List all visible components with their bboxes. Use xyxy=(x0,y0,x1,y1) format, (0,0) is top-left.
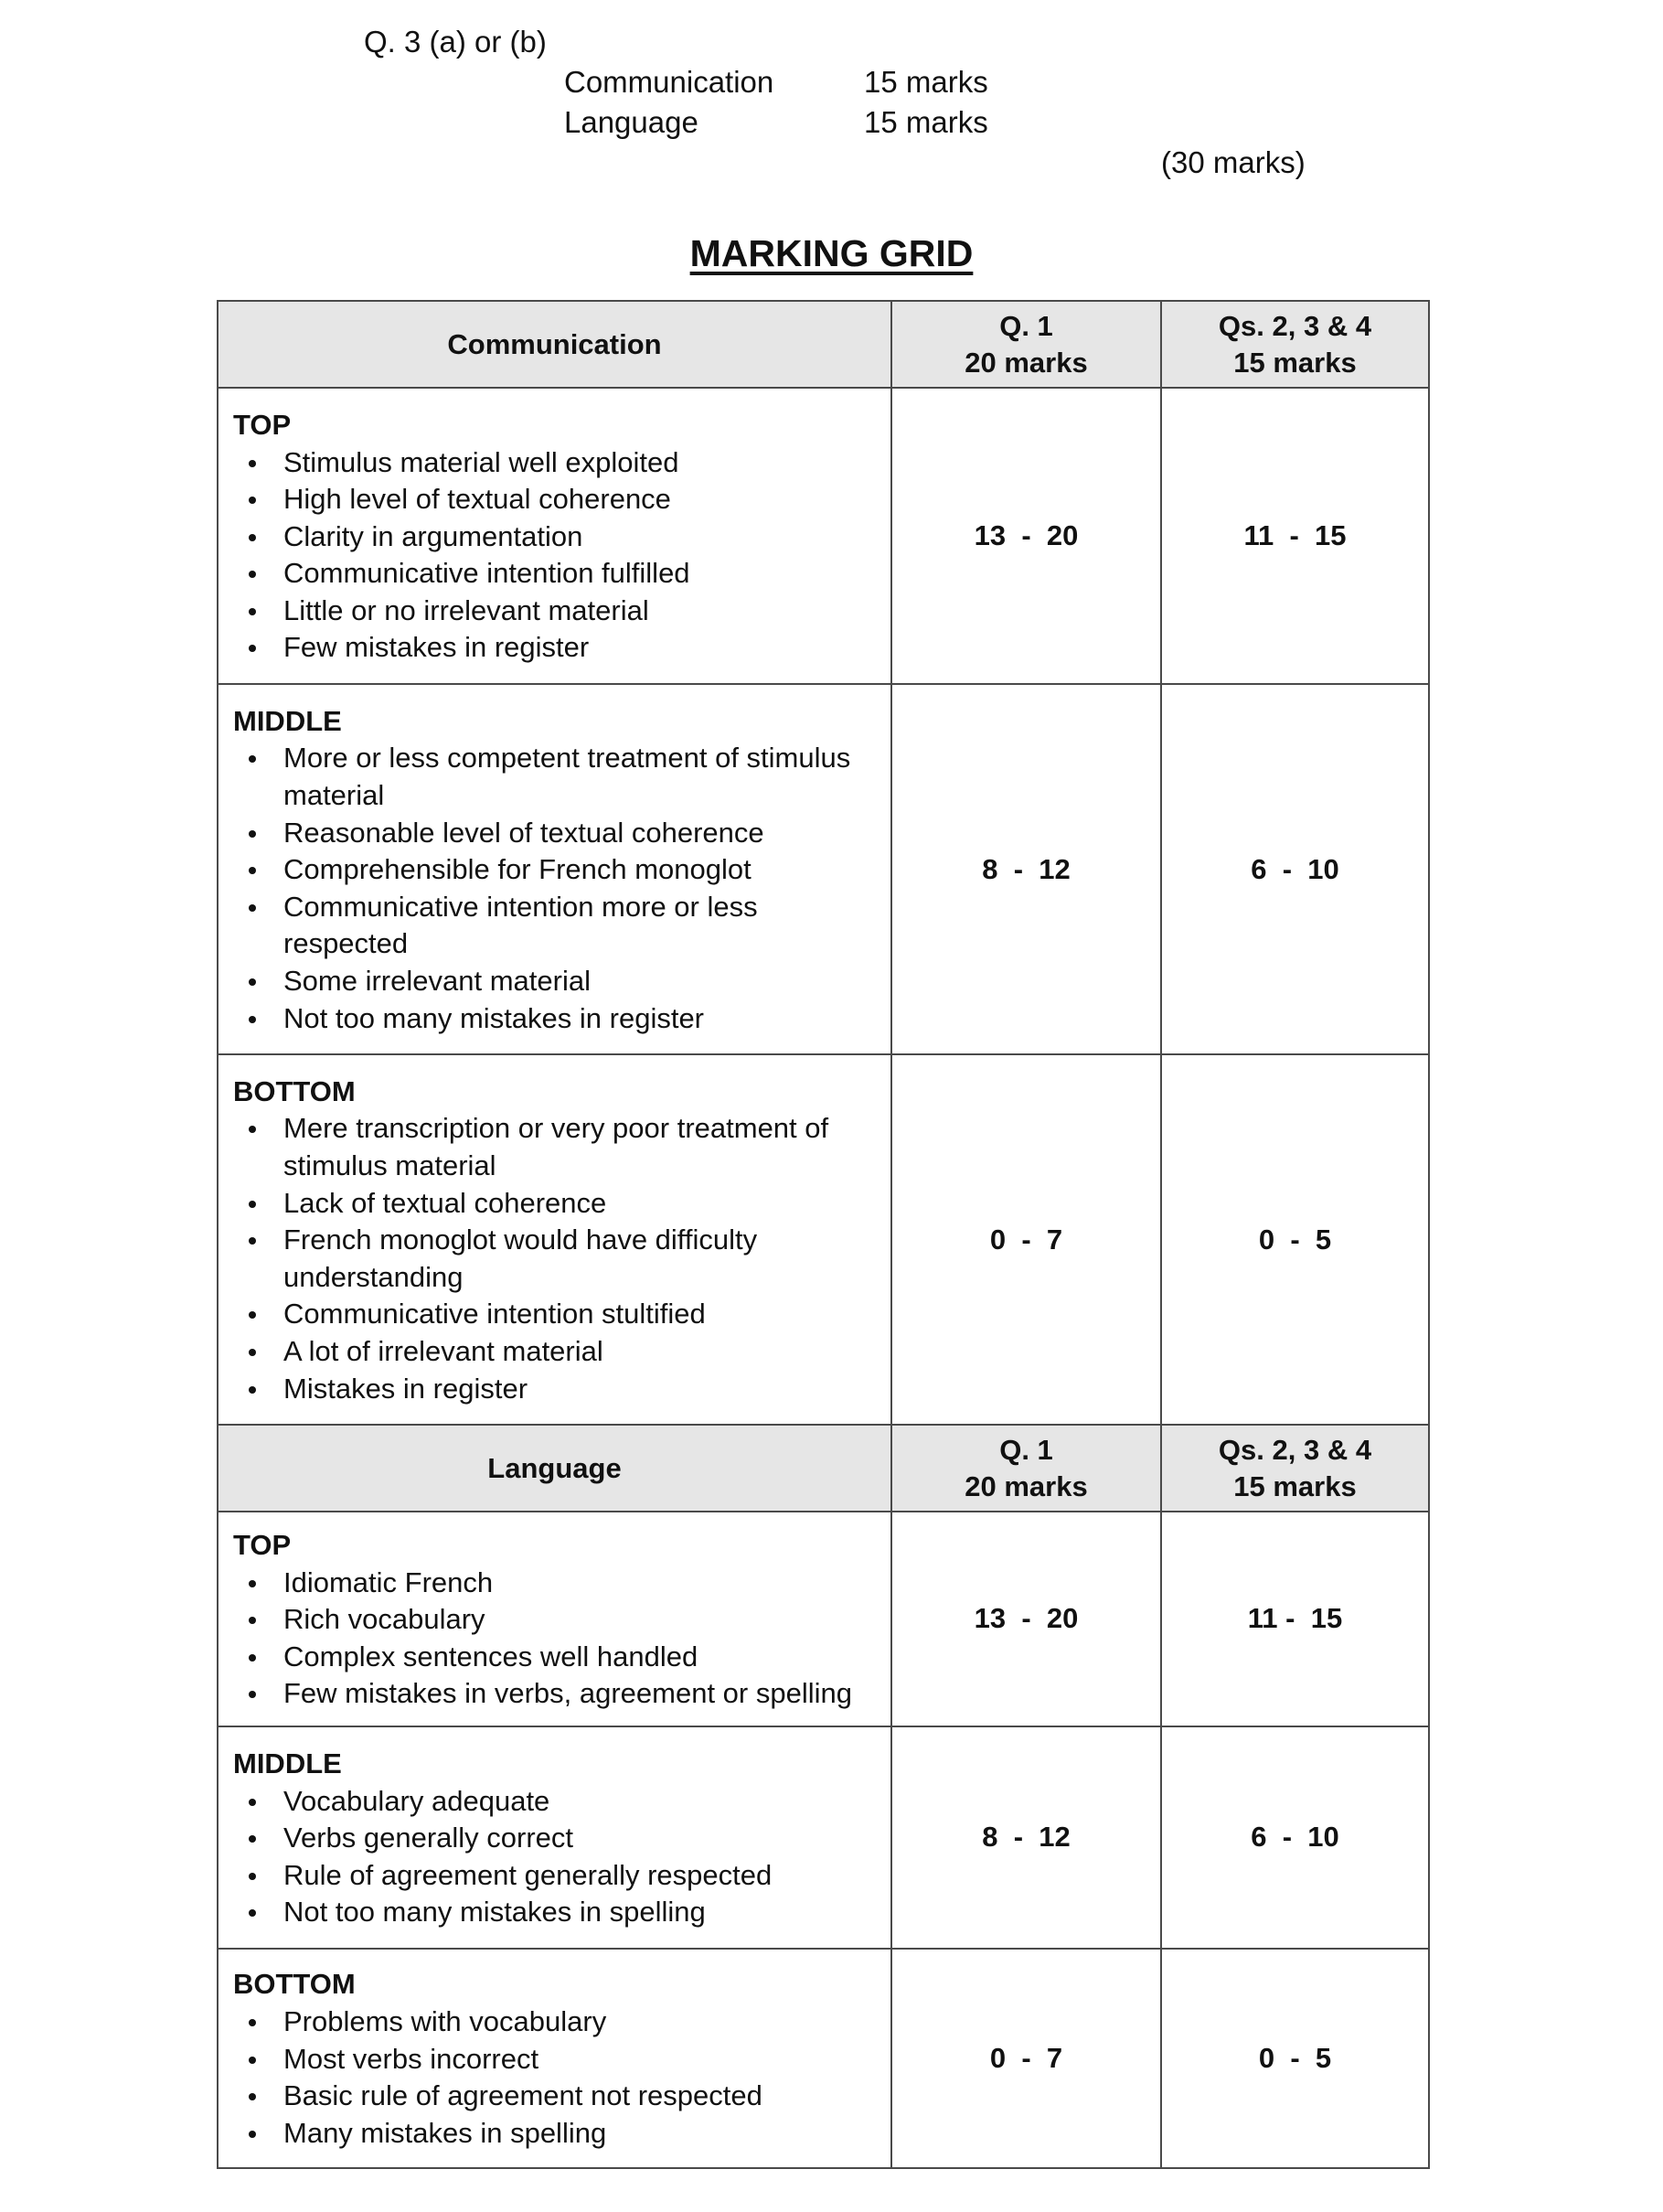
criteria-list xyxy=(233,2004,878,2152)
band-label: TOP xyxy=(233,1529,292,1561)
language-marks: 15 marks xyxy=(864,105,988,139)
criterion: A lot of irrelevant material xyxy=(233,1333,878,1371)
communication-marks: 15 marks xyxy=(864,65,988,99)
criterion: Stimulus material well exploited xyxy=(233,444,878,482)
criterion: Rich vocabulary xyxy=(233,1601,878,1639)
criterion: Lack of textual coherence xyxy=(233,1185,878,1223)
language-q234-header xyxy=(1161,1425,1429,1512)
criterion: Some irrelevant material xyxy=(233,963,878,1000)
criterion: Comprehensible for French monoglot xyxy=(233,851,878,889)
marking-grid-table xyxy=(217,300,1430,2169)
total-marks: (30 marks) xyxy=(1161,145,1306,179)
criteria-list xyxy=(233,1783,878,1931)
language-bottom-row xyxy=(218,1949,1429,2168)
criterion: Problems with vocabulary xyxy=(233,2004,878,2041)
language-middle-row xyxy=(218,1726,1429,1949)
criterion: Complex sentences well handled xyxy=(233,1639,878,1676)
language-bottom-descriptor xyxy=(218,1949,891,2168)
communication-q234-header xyxy=(1161,301,1429,388)
communication-bottom-descriptor xyxy=(218,1054,891,1425)
criterion: High level of textual coherence xyxy=(233,481,878,518)
q1-range: 13 - 20 xyxy=(891,388,1161,684)
band-label: BOTTOM xyxy=(233,1074,356,1107)
communication-middle-row xyxy=(218,684,1429,1054)
communication-bottom-row xyxy=(218,1054,1429,1425)
criterion: Little or no irrelevant material xyxy=(233,593,878,630)
q1-range: 13 - 20 xyxy=(891,1512,1161,1726)
q234-range: 11 - 15 xyxy=(1161,1512,1429,1726)
q1-header-marks: 20 marks xyxy=(965,1469,1088,1502)
communication-top-descriptor xyxy=(218,388,891,684)
criteria-list xyxy=(233,1565,878,1713)
communication-heading: Communication xyxy=(218,301,891,388)
criterion: Communicative intention stultified xyxy=(233,1296,878,1333)
criterion: More or less competent treatment of stimulus material xyxy=(233,740,878,814)
communication-header-row xyxy=(218,301,1429,388)
criteria-list xyxy=(233,444,878,668)
communication-label: Communication xyxy=(564,65,774,99)
criterion: Not too many mistakes in register xyxy=(233,1000,878,1038)
q1-range: 0 - 7 xyxy=(891,1949,1161,2168)
language-heading: Language xyxy=(218,1425,891,1512)
criterion: Rule of agreement generally respected xyxy=(233,1857,878,1895)
criteria-list xyxy=(233,740,878,1037)
page-title xyxy=(0,230,1663,276)
q1-range: 8 - 12 xyxy=(891,1726,1161,1949)
criterion: Clarity in argumentation xyxy=(233,518,878,556)
q1-header-marks: 20 marks xyxy=(965,346,1088,379)
band-label: BOTTOM xyxy=(233,1968,356,2001)
band-label: MIDDLE xyxy=(233,1747,342,1779)
criterion: Few mistakes in verbs, agreement or spelling xyxy=(233,1675,878,1713)
criterion: Basic rule of agreement not respected xyxy=(233,2078,878,2115)
question-label: Q. 3 (a) or (b) xyxy=(364,25,547,59)
criterion: Communicative intention fulfilled xyxy=(233,555,878,593)
communication-q1-header xyxy=(891,301,1161,388)
criterion: Reasonable level of textual coherence xyxy=(233,815,878,852)
communication-top-row xyxy=(218,388,1429,684)
q234-header-marks: 15 marks xyxy=(1233,346,1357,379)
criterion: Few mistakes in register xyxy=(233,629,878,667)
criterion: Mere transcription or very poor treatment of stimulus material xyxy=(233,1110,878,1184)
band-label: MIDDLE xyxy=(233,704,342,737)
q234-range: 0 - 5 xyxy=(1161,1054,1429,1425)
communication-middle-descriptor xyxy=(218,684,891,1054)
language-header-row xyxy=(218,1425,1429,1512)
q1-range: 8 - 12 xyxy=(891,684,1161,1054)
criterion: Communicative intention more or less respected xyxy=(233,889,878,963)
language-top-row xyxy=(218,1512,1429,1726)
q1-header-label: Q. 1 xyxy=(999,1433,1053,1466)
q1-header-label: Q. 1 xyxy=(999,309,1053,342)
language-top-descriptor xyxy=(218,1512,891,1726)
q234-range: 6 - 10 xyxy=(1161,684,1429,1054)
criterion: Idiomatic French xyxy=(233,1565,878,1602)
q234-range: 0 - 5 xyxy=(1161,1949,1429,2168)
criteria-list xyxy=(233,1110,878,1407)
criterion: Verbs generally correct xyxy=(233,1820,878,1857)
criterion: Mistakes in register xyxy=(233,1371,878,1408)
language-q1-header xyxy=(891,1425,1161,1512)
band-label: TOP xyxy=(233,408,292,441)
criterion: Most verbs incorrect xyxy=(233,2041,878,2078)
q234-header-label: Qs. 2, 3 & 4 xyxy=(1218,309,1372,342)
language-label: Language xyxy=(564,105,698,139)
page-title-text: MARKING GRID xyxy=(689,232,974,274)
q234-header-marks: 15 marks xyxy=(1233,1469,1357,1502)
criterion: Vocabulary adequate xyxy=(233,1783,878,1821)
q234-range: 6 - 10 xyxy=(1161,1726,1429,1949)
q234-range: 11 - 15 xyxy=(1161,388,1429,684)
q234-header-label: Qs. 2, 3 & 4 xyxy=(1218,1433,1372,1466)
criterion: French monoglot would have difficulty understanding xyxy=(233,1222,878,1296)
q1-range: 0 - 7 xyxy=(891,1054,1161,1425)
criterion: Many mistakes in spelling xyxy=(233,2115,878,2153)
criterion: Not too many mistakes in spelling xyxy=(233,1894,878,1931)
language-middle-descriptor xyxy=(218,1726,891,1949)
